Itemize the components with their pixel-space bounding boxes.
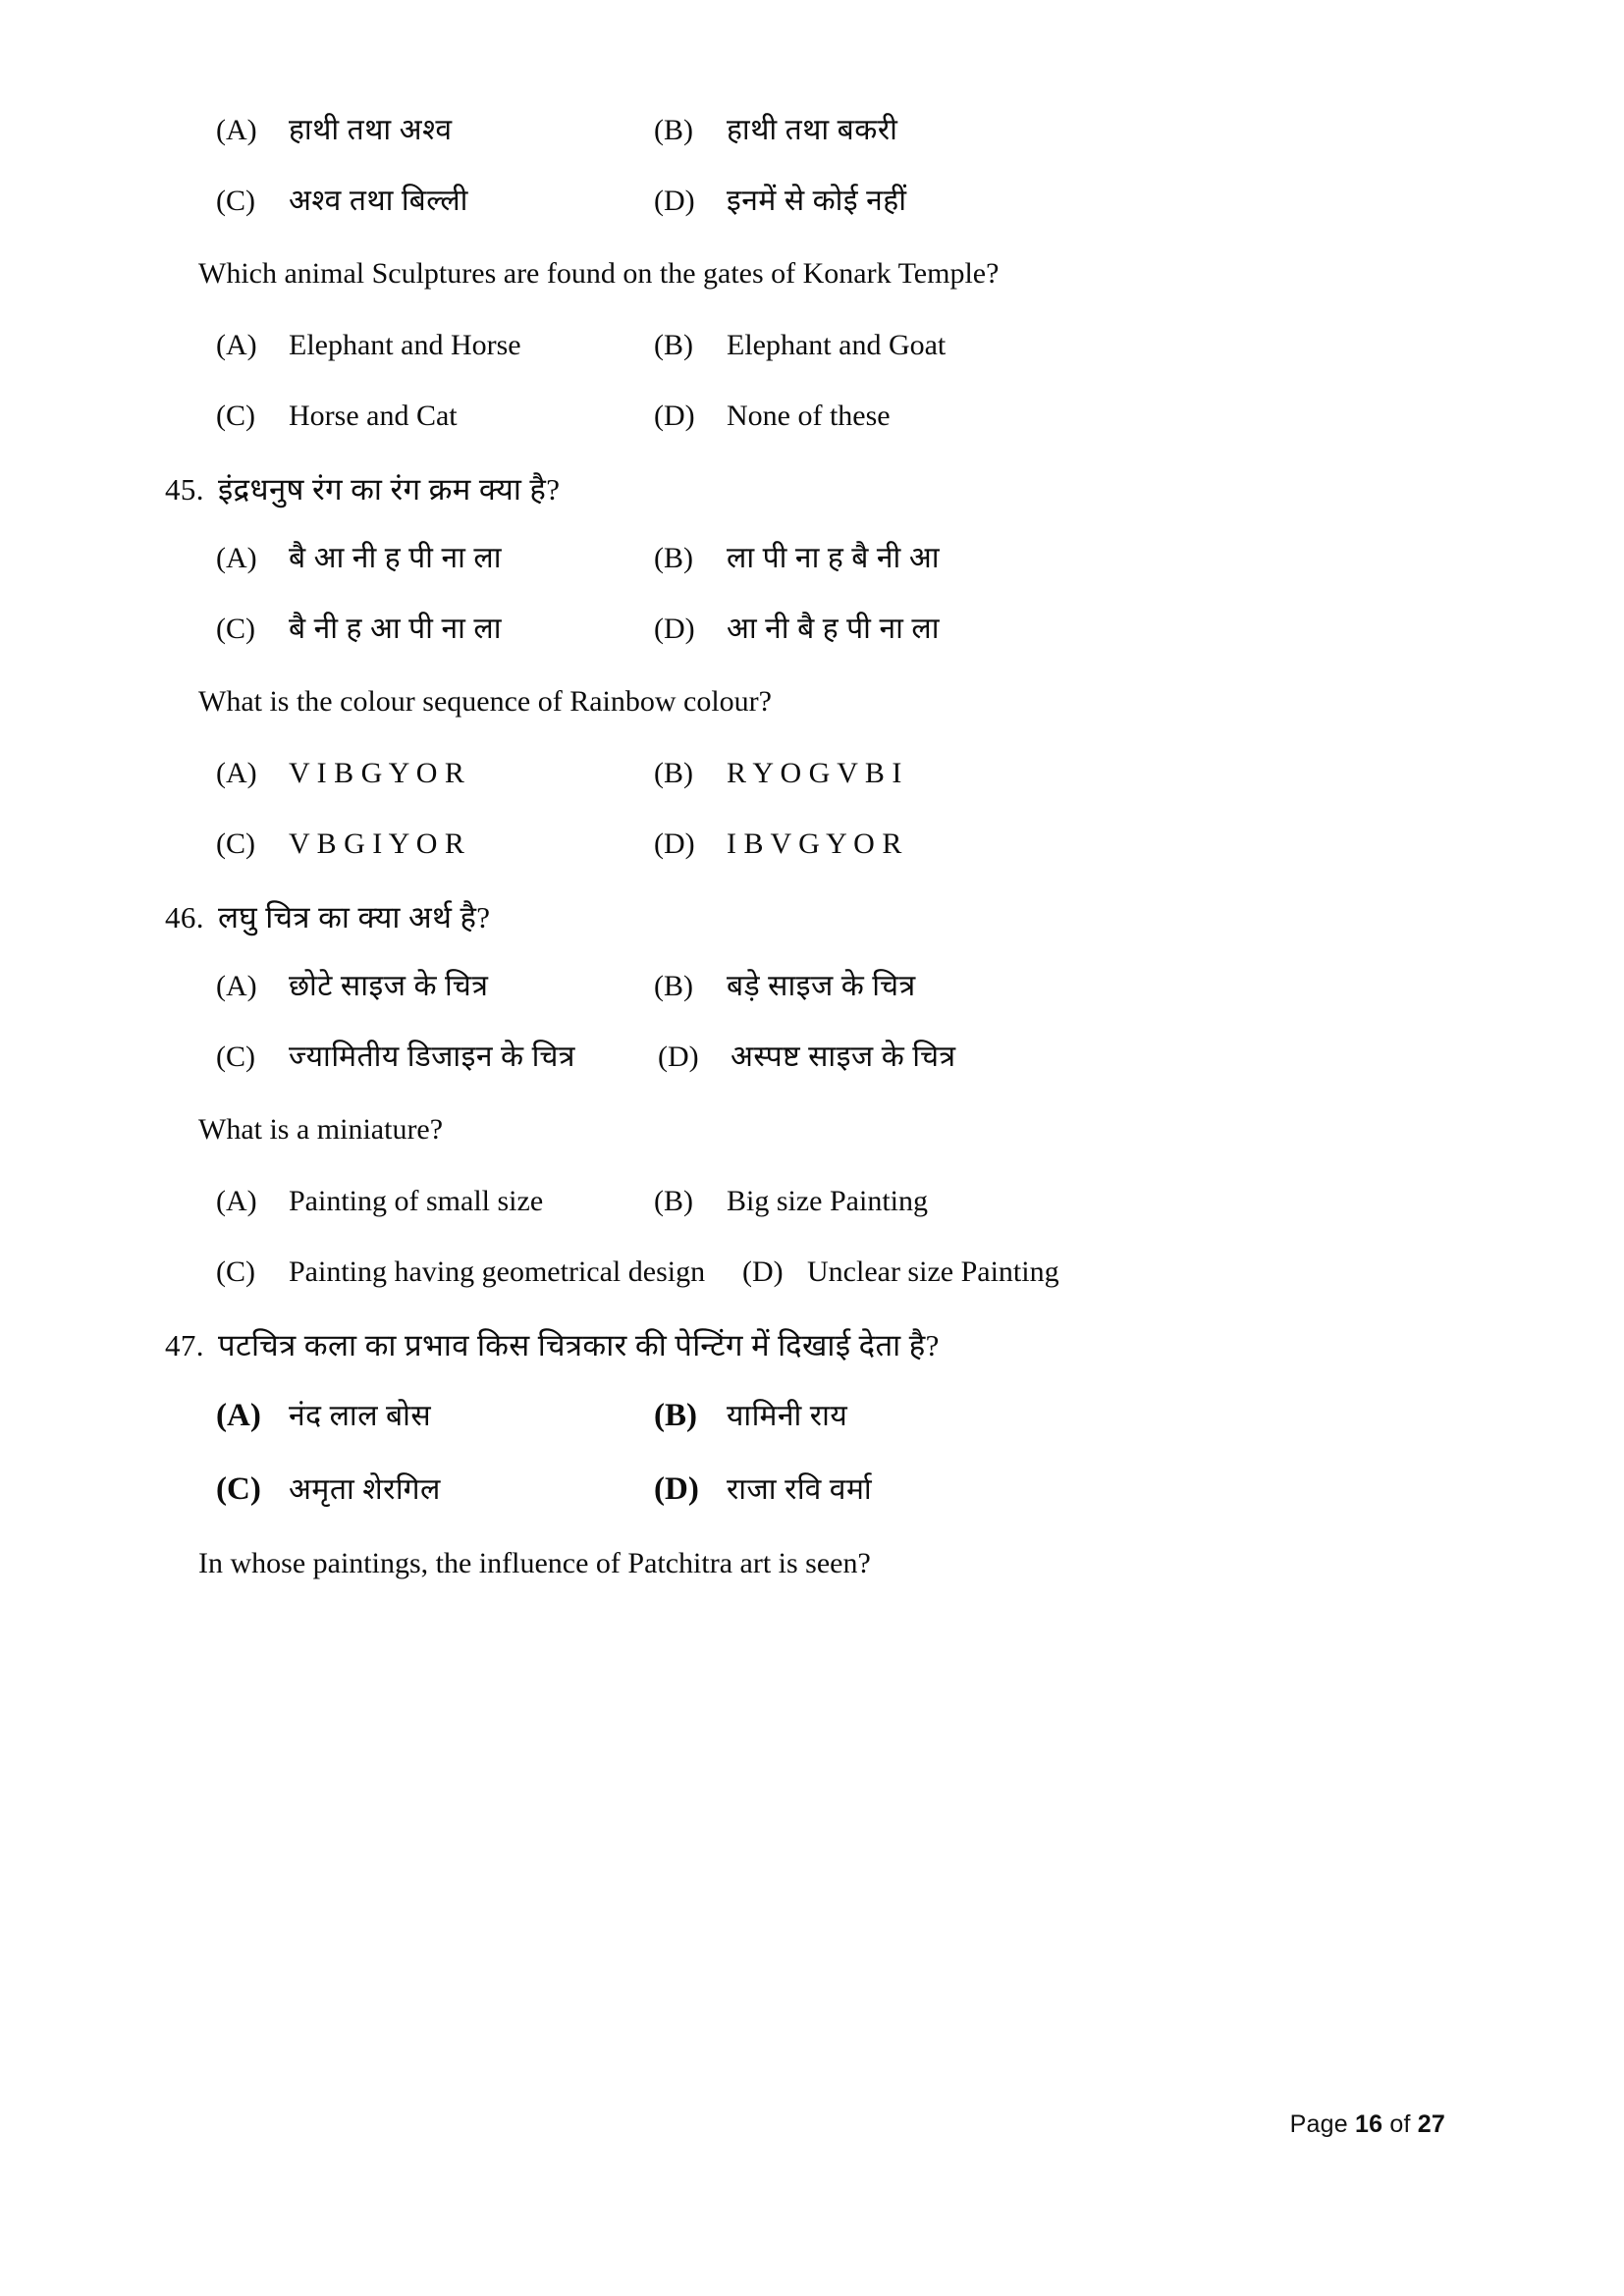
option-label-a: (A) xyxy=(216,970,257,1003)
option-b[interactable] xyxy=(654,1400,1115,1432)
option-label-a: (A) xyxy=(216,114,257,146)
option-text-a: Elephant and Horse xyxy=(289,328,521,361)
option-row xyxy=(192,328,1439,361)
option-row xyxy=(192,544,1439,573)
option-text-c: V B G I Y O R xyxy=(289,827,464,860)
footer-middle: of xyxy=(1389,2110,1411,2138)
option-label-c: (C) xyxy=(216,1041,255,1074)
question-46-english-stem: What is a miniature? xyxy=(198,1113,444,1147)
question-45-english-options xyxy=(192,756,1439,860)
option-c[interactable] xyxy=(192,1042,654,1072)
question-44-english-stem: Which animal Sculptures are found on the gates of Konark Temple? xyxy=(198,257,1000,290)
option-row xyxy=(192,829,1439,859)
option-text-b: हाथी तथा बकरी xyxy=(727,114,898,146)
footer-total-pages: 27 xyxy=(1417,2110,1445,2138)
option-label-b: (B) xyxy=(654,756,693,789)
question-45-english-stem: What is the colour sequence of Rainbow colour? xyxy=(198,685,772,719)
question-45-number: 45. xyxy=(165,471,204,507)
option-text-b: ला पी ना ह बै नी आ xyxy=(727,542,940,575)
question-44-english-options xyxy=(192,328,1439,432)
option-label-c: (C) xyxy=(216,1471,261,1508)
option-text-b: R Y O G V B I xyxy=(727,756,902,789)
option-text-d: None of these xyxy=(727,399,891,432)
option-label-a: (A) xyxy=(216,756,257,789)
option-label-b: (B) xyxy=(654,1184,693,1217)
option-text-a: V I B G Y O R xyxy=(289,756,464,789)
option-a[interactable] xyxy=(192,756,654,789)
option-text-d: Unclear size Painting xyxy=(807,1255,1059,1288)
option-label-c: (C) xyxy=(216,399,255,432)
option-d[interactable] xyxy=(742,1257,1115,1287)
option-a[interactable] xyxy=(192,1184,654,1217)
option-label-b: (B) xyxy=(654,328,693,361)
question-47-hindi-stem xyxy=(165,1328,1439,1363)
option-label-c: (C) xyxy=(216,185,255,217)
option-b[interactable] xyxy=(654,1184,1115,1217)
option-row xyxy=(192,614,1439,644)
question-46-english-options xyxy=(192,1184,1439,1288)
question-47-number: 47. xyxy=(165,1327,204,1362)
option-text-c: अश्व तथा बिल्ली xyxy=(289,185,468,217)
option-label-b: (B) xyxy=(654,1398,697,1434)
question-47-hindi-options xyxy=(192,1400,1439,1506)
option-label-d: (D) xyxy=(654,399,695,432)
option-label-d: (D) xyxy=(654,185,695,217)
option-row xyxy=(192,1400,1439,1432)
option-text-b: यामिनी राय xyxy=(727,1400,848,1433)
option-a[interactable] xyxy=(192,116,654,145)
question-47-hindi-text: पटचित्र कला का प्रभाव किस चित्रकार की पेन्टिंग में दिखाई देता है? xyxy=(218,1327,940,1362)
option-text-d: I B V G Y O R xyxy=(727,827,902,860)
option-label-c: (C) xyxy=(216,613,255,646)
option-a[interactable] xyxy=(192,1400,654,1432)
option-a[interactable] xyxy=(192,328,654,361)
option-c[interactable] xyxy=(192,187,654,216)
question-47-english-stem: In whose paintings, the influence of Patchitra art is seen? xyxy=(198,1547,871,1580)
question-45-hindi-stem xyxy=(165,472,1439,507)
option-b[interactable] xyxy=(654,972,1115,1001)
option-text-c: Painting having geometrical design xyxy=(289,1255,706,1288)
question-45-hindi-options xyxy=(192,544,1439,644)
page-content xyxy=(165,114,1439,1621)
option-b[interactable] xyxy=(654,756,1115,789)
option-text-b: Elephant and Goat xyxy=(727,328,947,361)
option-a[interactable] xyxy=(192,544,654,573)
option-label-d: (D) xyxy=(658,1041,699,1074)
option-row xyxy=(192,1184,1439,1217)
option-row xyxy=(192,1042,1439,1072)
option-label-a: (A) xyxy=(216,1184,257,1217)
question-46-hindi-options xyxy=(192,972,1439,1072)
option-d[interactable] xyxy=(654,614,1115,644)
option-label-d: (D) xyxy=(654,827,695,860)
option-label-d: (D) xyxy=(742,1255,784,1288)
option-c[interactable] xyxy=(192,829,654,859)
option-text-c: बै नी ह आ पी ना ला xyxy=(289,613,502,646)
option-row xyxy=(192,756,1439,789)
option-label-b: (B) xyxy=(654,542,693,575)
question-46-hindi-text: लघु चित्र का क्या अर्थ है? xyxy=(218,899,491,934)
option-d[interactable] xyxy=(654,1042,1115,1072)
option-label-c: (C) xyxy=(216,827,255,860)
option-row xyxy=(192,401,1439,431)
option-row xyxy=(192,1257,1439,1287)
option-b[interactable] xyxy=(654,116,1115,145)
option-text-c: Horse and Cat xyxy=(289,399,458,432)
option-c[interactable] xyxy=(192,401,654,431)
option-text-b: बड़े साइज के चित्र xyxy=(727,970,916,1003)
footer-prefix: Page xyxy=(1289,2110,1348,2138)
option-text-a: छोटे साइज के चित्र xyxy=(289,970,489,1003)
question-46-number: 46. xyxy=(165,899,204,934)
option-label-a: (A) xyxy=(216,1398,261,1434)
option-text-a: हाथी तथा अश्व xyxy=(289,114,453,146)
option-text-d: राजा रवि वर्मा xyxy=(727,1473,873,1507)
page-footer xyxy=(1290,2110,1445,2139)
option-d[interactable] xyxy=(654,829,1115,859)
option-c[interactable] xyxy=(192,1473,654,1506)
question-46-hindi-stem xyxy=(165,900,1439,935)
option-text-b: Big size Painting xyxy=(727,1184,928,1217)
footer-current-page: 16 xyxy=(1355,2110,1383,2138)
option-row xyxy=(192,1473,1439,1506)
option-text-a: Painting of small size xyxy=(289,1184,544,1217)
option-c[interactable] xyxy=(192,1257,742,1287)
option-label-b: (B) xyxy=(654,970,693,1003)
option-text-a: नंद लाल बोस xyxy=(289,1400,432,1433)
option-text-d: अस्पष्ट साइज के चित्र xyxy=(731,1041,956,1074)
option-label-d: (D) xyxy=(654,1471,699,1508)
option-text-c: ज्यामितीय डिजाइन के चित्र xyxy=(289,1041,575,1074)
option-text-c: अमृता शेरगिल xyxy=(289,1473,441,1507)
option-label-b: (B) xyxy=(654,114,693,146)
option-d[interactable] xyxy=(654,401,1115,431)
question-44-hindi-options xyxy=(192,116,1439,216)
option-row xyxy=(192,187,1439,216)
option-text-d: इनमें से कोई नहीं xyxy=(727,185,907,217)
option-label-d: (D) xyxy=(654,613,695,646)
option-b[interactable] xyxy=(654,328,1115,361)
option-a[interactable] xyxy=(192,972,654,1001)
option-text-d: आ नी बै ह पी ना ला xyxy=(727,613,940,646)
option-label-c: (C) xyxy=(216,1255,255,1288)
option-d[interactable] xyxy=(654,1473,1115,1506)
option-row xyxy=(192,972,1439,1001)
option-d[interactable] xyxy=(654,187,1115,216)
option-label-a: (A) xyxy=(216,328,257,361)
option-label-a: (A) xyxy=(216,542,257,575)
option-c[interactable] xyxy=(192,614,654,644)
option-text-a: बै आ नी ह पी ना ला xyxy=(289,542,502,575)
question-45-hindi-text: इंद्रधनुष रंग का रंग क्रम क्या है? xyxy=(218,471,561,507)
option-b[interactable] xyxy=(654,544,1115,573)
option-row xyxy=(192,116,1439,145)
